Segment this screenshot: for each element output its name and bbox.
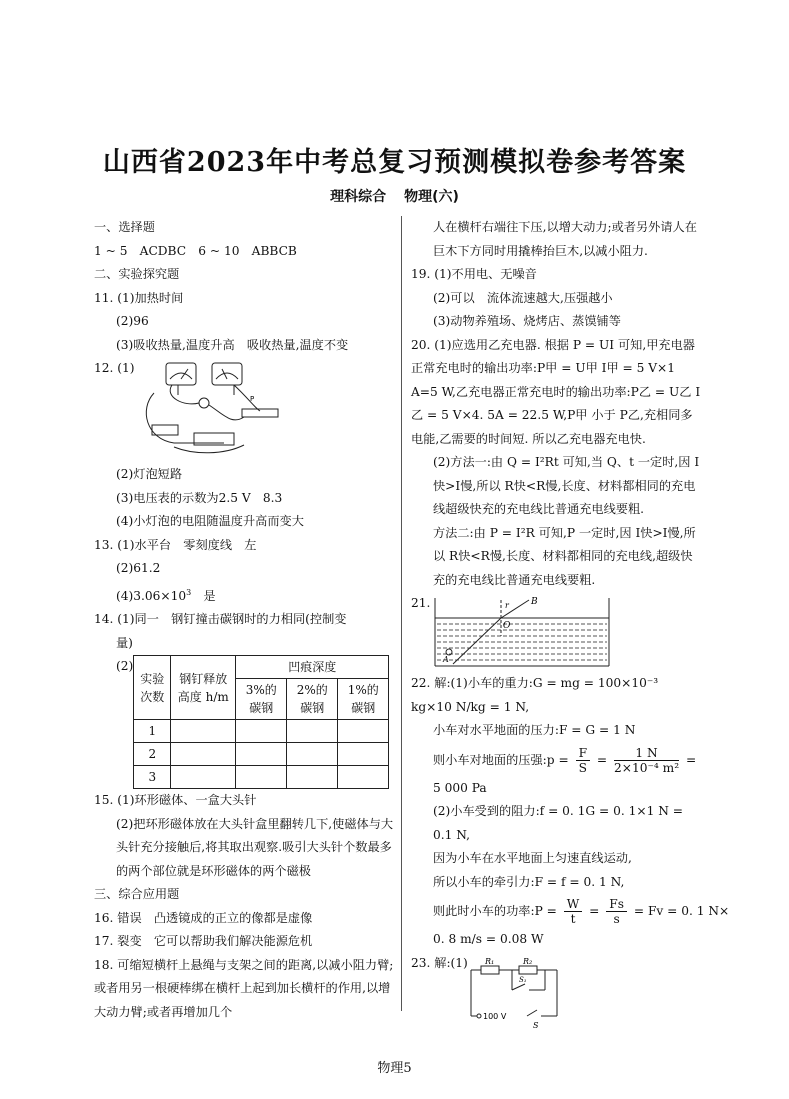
answer-line: 12. (1) — [94, 361, 135, 375]
svg-text:R₁: R₁ — [485, 957, 495, 966]
answer-line: 15. (1)环形磁体、一盒大头针 — [94, 793, 257, 808]
refraction-figure — [433, 596, 613, 670]
answer-line: 16. 错误 凸透镜成的正立的像都是虚像 — [94, 910, 313, 925]
page-title: 山西省2023年中考总复习预测模拟卷参考答案 — [102, 147, 687, 178]
circuit-apparatus-figure — [134, 359, 284, 459]
svg-text:B: B — [531, 597, 538, 607]
svg-text:r: r — [505, 601, 509, 610]
section-heading: 三、综合应用题 — [94, 887, 180, 902]
answer-line: 5 000 Pa — [433, 780, 487, 795]
column-divider — [401, 216, 402, 1011]
answer-paragraph: 方法二:由 P = I²R 可知,P 一定时,因 I快>I慢,所以 R快<R慢,长度、材料都相同的充电线,超级快充的充电线比普通充电线要粗. — [433, 525, 696, 587]
section-heading: 一、选择题 — [94, 220, 155, 234]
subtitle-paper: 物理(六) — [404, 189, 459, 205]
answer-line: (4)小灯泡的电阻随温度升高而变大 — [116, 514, 304, 528]
answer-line: 17. 裂变 它可以帮助我们解决能源危机 — [94, 934, 313, 949]
answer-line: 0. 8 m/s = 0.08 W — [433, 932, 544, 946]
answer-line: 所以小车的牵引力:F = f = 0. 1 N, — [433, 874, 625, 889]
answer-line: 量) — [116, 635, 133, 650]
answer-paragraph: (2)把环形磁体放在大头针盒里翻转几下,使磁体与大头针充分接触后,将其取出观察.吸引大头针个数最多的两个部位就是环形磁体的两个磁极 — [116, 816, 394, 878]
answer-line: (3)吸收热量,温度升高 吸收热量,温度不变 — [116, 337, 349, 352]
answer-line: (2)灯泡短路 — [116, 467, 183, 481]
table-header: 1%的碳钢 — [338, 679, 389, 720]
answer-line: $(4)3.06\times 10^3$ 是 — [116, 587, 216, 603]
answer-line: 因为小车在水平地面上匀速直线运动, — [433, 851, 632, 865]
answer-paragraph: (2)方法一:由 Q = I²Rt 可知,当 Q、t 一定时,因 I快>I慢,所以 R快<R慢,长度、材料都相同的充电线超级快充的充电线比普通充电线要粗. — [433, 455, 700, 516]
page-subtitle — [0, 186, 789, 206]
answer-line: (2)可以 流体流速越大,压强越小 — [433, 290, 613, 305]
table-row: 3 — [134, 766, 389, 789]
q14-table-block — [94, 655, 394, 789]
svg-text:S₁: S₁ — [519, 975, 527, 984]
q23-block — [411, 952, 701, 1032]
table-row: 1 — [134, 720, 389, 743]
table-row: 2 — [134, 743, 389, 766]
answer-line: 19. (1)不用电、无噪音 — [411, 267, 537, 281]
answer-line: (2)96 — [116, 314, 149, 328]
svg-text:A: A — [443, 655, 449, 664]
pressure-formula: 则小车对地面的压强:p = $\frac{F}{S}$ = $\frac{1 N}{\text{2×10⁻⁴ m²}}$ = — [433, 745, 697, 775]
answer-paragraph: (2)小车受到的阻力:f = 0. 1G = 0. 1×1 N = 0.1 N, — [433, 804, 683, 842]
table-header: 钢钉释放高度 h/m — [171, 656, 236, 720]
choice-answers: 1 ~ 5 ACDBC 6 ~ 10 ABBCB — [94, 243, 297, 258]
answer-line: (2)61.2 — [116, 561, 161, 575]
answer-paragraph: 18. 可缩短横杆上悬绳与支架之间的距离,以减小阻力臂;或者用另一根硬棒绑在横杆上起到加长横杆的作用,以增大动力臂;或者再增加几个 — [94, 957, 394, 1019]
experiment-table — [133, 655, 389, 789]
answer-line: (3)动物养殖场、烧烤店、蒸馍铺等 — [433, 314, 621, 328]
svg-text:P: P — [250, 395, 255, 403]
answer-line: 11. (1)加热时间 — [94, 290, 184, 305]
circuit-diagram — [467, 958, 577, 1038]
subtitle-subject: 理科综合 — [330, 189, 387, 205]
svg-text:100 V: 100 V — [483, 1011, 507, 1021]
power-formula: 则此时小车的功率:P = $\frac{W}{t}$ = $\frac{Fs}{s}$ = Fv = 0. 1 N× — [433, 897, 730, 926]
table-header: 2%的碳钢 — [287, 679, 338, 720]
table-header: 3%的碳钢 — [236, 679, 287, 720]
svg-text:O: O — [503, 621, 511, 631]
answer-line: (3)电压表的示数为2.5 V 8.3 — [116, 490, 283, 505]
svg-text:R₂: R₂ — [523, 957, 533, 966]
answer-line: 21. — [411, 596, 431, 610]
answer-paragraph: 20. (1)应选用乙充电器. 根据 P = UI 可知,甲充电器正常充电时的输出功率:P甲 = U甲 I甲 = 5 V×1 A=5 W,乙充电器正常充电时的输出功率:P乙 = U乙 I乙 = 5 V×4. 5A = 22.5 W,P甲 小于 P乙,充相同多电能,乙需要的时间短. 所以乙充电器充电快. — [411, 337, 701, 446]
answer-line: 14. (1)同一 钢钉撞击碳钢时的力相同(控制变 — [94, 612, 347, 627]
page-footer: 物理5 — [377, 1061, 412, 1076]
answer-line: (2) — [116, 659, 134, 674]
answer-paragraph: 22. 解:(1)小车的重力:G = mg = 100×10⁻³ kg×10 N/kg = 1 N, — [411, 676, 659, 714]
answer-paragraph: 人在横杆右端往下压,以增大动力;或者另外请人在巨木下方同时用撬棒抬巨木,以减小阻力. — [433, 220, 697, 258]
table-header: 凹痕深度 — [236, 656, 389, 679]
q12-block — [94, 357, 394, 463]
answer-line: 13. (1)水平台 零刻度线 左 — [94, 537, 257, 552]
left-column — [94, 216, 394, 1024]
table-header: 实验次数 — [134, 656, 171, 720]
q21-block — [411, 592, 701, 672]
svg-text:S: S — [533, 1020, 539, 1030]
answer-line: 23. 解:(1) — [411, 955, 468, 970]
right-column — [411, 216, 730, 1032]
section-heading: 二、实验探究题 — [94, 267, 180, 281]
answer-line: 小车对水平地面的压力:F = G = 1 N — [433, 723, 636, 737]
